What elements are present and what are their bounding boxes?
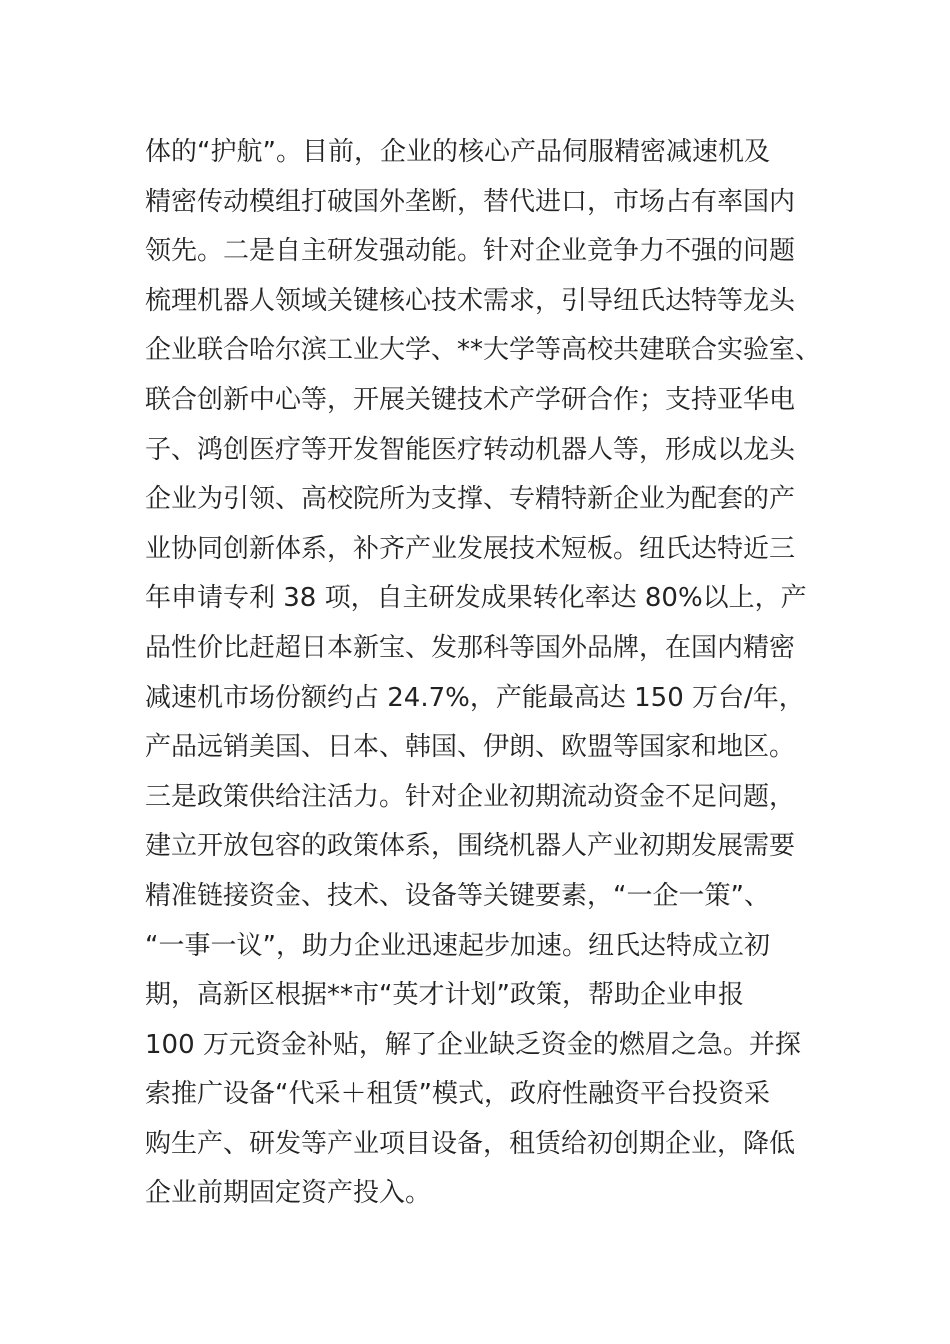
- text-line: 三是政策供给注活力。针对企业初期流动资金不足问题，: [145, 781, 796, 812]
- text-line: 建立开放包容的政策体系，围绕机器人产业初期发展需要: [145, 831, 796, 862]
- text-line: 购生产、研发等产业项目设备，租赁给初创期企业，降低: [145, 1128, 796, 1159]
- text-line: “一事一议”，助力企业迅速起步加速。纽氏达特成立初: [145, 930, 770, 961]
- text-line: 业协同创新体系，补齐产业发展技术短板。纽氏达特近三: [145, 533, 796, 564]
- text-line: 梳理机器人领域关键核心技术需求，引导纽氏达特等龙头: [145, 285, 796, 316]
- text-line: 企业前期固定资产投入。: [145, 1178, 432, 1209]
- text-line: 领先。二是自主研发强动能。针对企业竞争力不强的问题: [145, 236, 796, 267]
- text-line: 索推广设备“代采＋租赁”模式，政府性融资平台投资采: [145, 1079, 770, 1110]
- text-line: 子、鸿创医疗等开发智能医疗转动机器人等，形成以龙头: [145, 434, 796, 465]
- text-line: 期，高新区根据**市“英才计划”政策，帮助企业申报: [145, 980, 744, 1011]
- text-line: 品性价比赶超日本新宝、发那科等国外品牌，在国内精密: [145, 632, 796, 663]
- text-line: 联合创新中心等，开展关键技术产学研合作；支持亚华电: [145, 384, 796, 415]
- text-line: 精准链接资金、技术、设备等关键要素，“一企一策”、: [145, 880, 770, 911]
- text-line: 减速机市场份额约占 24.7%，产能最高达 150 万台/年，: [145, 682, 805, 713]
- text-line: 体的“护航”。目前，企业的核心产品伺服精密减速机及: [145, 137, 770, 167]
- text-line: 产品远销美国、日本、韩国、伊朗、欧盟等国家和地区。: [145, 732, 796, 763]
- text-line: 100 万元资金补贴，解了企业缺乏资金的燃眉之急。并探: [145, 1029, 801, 1060]
- text-line: 企业为引领、高校院所为支撑、专精特新企业为配套的产: [145, 484, 796, 515]
- text-line: 精密传动模组打破国外垄断，替代进口，市场占有率国内: [145, 186, 796, 217]
- body-text: [145, 128, 825, 1219]
- text-line: 企业联合哈尔滨工业大学、**大学等高校共建联合实验室、: [145, 335, 822, 366]
- text-line: 年申请专利 38 项，自主研发成果转化率达 80%以上，产: [145, 583, 807, 614]
